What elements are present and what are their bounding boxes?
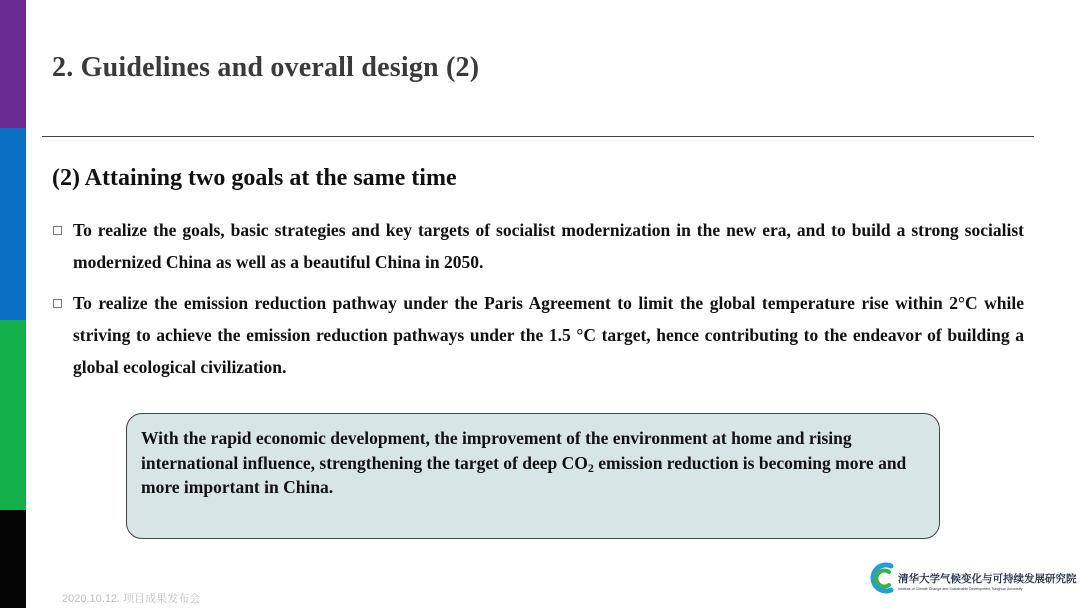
- stripe-black: [0, 510, 26, 608]
- callout-text-part-2: emission reduction is becoming more and more important in China.: [141, 452, 907, 497]
- title-divider: [42, 136, 1034, 137]
- footer-date: 2020.10.12. 项目成果发布会: [62, 593, 201, 605]
- callout-box: [126, 413, 940, 539]
- square-bullet-icon: [53, 299, 62, 308]
- section-subtitle: (2) Attaining two goals at the same time: [52, 165, 457, 191]
- institute-logo-icon: [866, 560, 898, 596]
- callout-text: [141, 426, 925, 500]
- slide-title: 2. Guidelines and overall design (2): [52, 52, 480, 83]
- co2-subscript: 2: [587, 460, 594, 475]
- bullet-text-2: To realize the emission reduction pathway under the Paris Agreement to limit the global temperature rise within 2°C while striving to achieve the emission reduction pathways under the 1.5 °C target, hence contributing to the endeavor of building a global ecological civilization.: [73, 293, 1024, 377]
- stripe-green: [0, 320, 26, 510]
- stripe-blue: [0, 128, 26, 320]
- stripe-purple: [0, 0, 26, 128]
- bullet-item-1: [52, 214, 1024, 278]
- institute-name-en: Institute of Climate Change and Sustainable Development,Tsinghua University: [898, 587, 1023, 591]
- bullet-text-1: To realize the goals, basic strategies and key targets of socialist modernization in the new era, and to build a strong socialist modernized China as well as a beautiful China in 2050.: [73, 220, 1024, 272]
- institute-name-cn: 清华大学气候变化与可持续发展研究院: [898, 573, 1077, 585]
- bullet-item-2: [52, 287, 1024, 383]
- institute-logo: [866, 560, 1077, 600]
- square-bullet-icon: [53, 226, 62, 235]
- callout-text-part-1: With the rapid economic development, the improvement of the environment at home and rising international influence, strengthening the target of deep CO: [141, 428, 852, 473]
- bullet-list: [52, 214, 1024, 392]
